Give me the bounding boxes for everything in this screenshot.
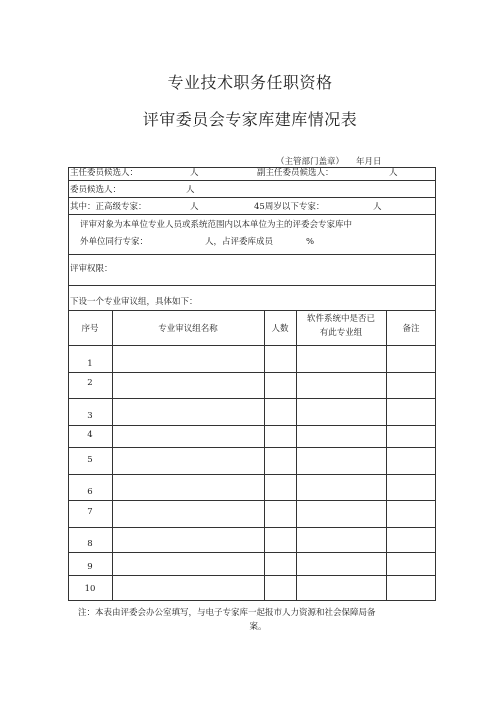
stamp-label: （主管部门盖章） — [276, 157, 345, 167]
divider — [68, 214, 436, 215]
divider — [68, 474, 436, 475]
column-header-software — [296, 312, 386, 341]
footnote-line1: 注：本表由评委会办公室填写，与电子专家库一起报市人力资源和社会保障局备 — [78, 608, 376, 618]
column-header-software-line2: 有此专业组 — [319, 328, 363, 339]
row-number: 6 — [87, 487, 93, 497]
row-number: 2 — [87, 378, 93, 388]
footnote-line2: 案。 — [249, 621, 267, 632]
external-experts-label: 外单位同行专家： — [80, 237, 149, 247]
column-header-count: 人数 — [271, 324, 289, 334]
column-header-seq: 序号 — [81, 324, 99, 334]
divider — [68, 310, 436, 311]
divider — [68, 372, 436, 373]
row-number: 7 — [87, 507, 93, 517]
row-number: 9 — [87, 562, 93, 572]
row-number: 1 — [87, 359, 93, 369]
column-header-software-line1: 软件系统中是否已 — [306, 314, 375, 324]
under45-experts-unit: 人 — [373, 202, 382, 212]
divider — [68, 197, 436, 198]
row-number: 5 — [87, 455, 93, 465]
stamp-line — [276, 155, 382, 167]
divider — [68, 180, 436, 181]
deputy-director-candidates-label: 副主任委员候选人： — [257, 168, 334, 178]
column-header-group-name: 专业审议组名称 — [158, 324, 218, 334]
document-title-line2: 评审委员会专家库建库情况表 — [142, 110, 358, 129]
divider — [68, 447, 436, 448]
row-number: 4 — [87, 430, 93, 440]
divider — [68, 254, 436, 255]
document-title-line1: 专业技术职务任职资格 — [167, 73, 333, 92]
external-experts-text: 评审对象为本单位专业人员或系统范围内以本单位为主的评委会专家库中 — [80, 220, 353, 230]
external-experts-percent: % — [306, 237, 315, 247]
divider — [68, 425, 436, 426]
column-divider — [112, 310, 113, 601]
divider — [68, 398, 436, 399]
member-candidates-label: 委员候选人： — [70, 185, 122, 195]
column-divider — [264, 310, 265, 601]
divider — [68, 527, 436, 528]
row-number: 10 — [84, 584, 96, 594]
review-authority-label: 评审权限： — [70, 264, 113, 274]
under45-experts-label: 45周岁以下专家： — [254, 202, 325, 212]
deputy-director-candidates-unit: 人 — [389, 168, 398, 178]
external-experts-ratio-label: 人，占评委库成员 — [205, 237, 274, 247]
divider — [68, 552, 436, 553]
form-frame — [68, 167, 436, 601]
row-number: 3 — [87, 411, 93, 421]
divider — [68, 500, 436, 501]
director-candidates-label: 主任委员候选人： — [70, 168, 139, 178]
stamp-date: 年月日 — [356, 157, 382, 167]
row-number: 8 — [87, 539, 93, 549]
member-candidates-unit: 人 — [186, 185, 195, 195]
review-groups-intro: 下设一个专业审议组，具体如下： — [70, 297, 198, 307]
divider — [68, 285, 436, 286]
column-divider — [386, 310, 387, 601]
footnote — [78, 607, 438, 634]
divider — [68, 345, 436, 346]
divider — [68, 575, 436, 576]
column-divider — [296, 310, 297, 601]
director-candidates-unit: 人 — [190, 168, 199, 178]
column-header-remark: 备注 — [402, 324, 420, 334]
senior-experts-label: 其中：正高级专家： — [70, 202, 147, 212]
senior-experts-unit: 人 — [190, 202, 199, 212]
